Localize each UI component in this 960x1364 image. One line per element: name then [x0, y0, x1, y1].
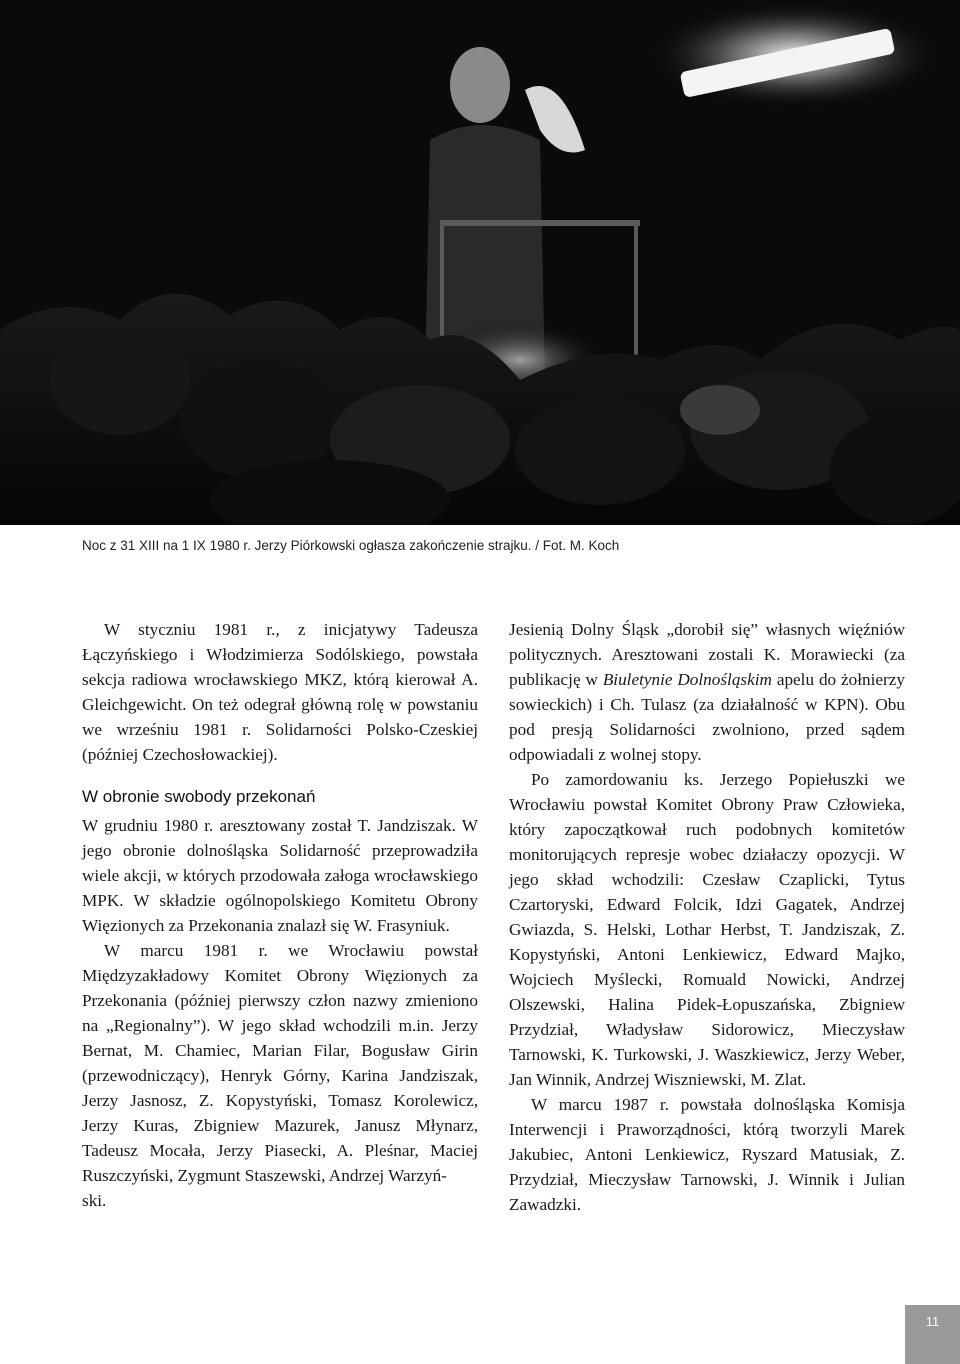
photo-caption: Noc z 31 XIII na 1 IX 1980 r. Jerzy Piórkowski ogłasza zakończenie strajku. / Fot. M. Koch	[82, 538, 620, 553]
paragraph-tail: ski.	[82, 1191, 107, 1210]
paragraph: W grudniu 1980 r. aresztowany został T. Jandziszak. W jego obronie dolnośląska Solidarność przeprowadziła wiele akcji, w których przodowała załoga wrocławskiego MPK. W składzie ogólnopolskiego Komitetu Obrony Więzionych za Przekonania znalazł się W. Frasyniuk.	[82, 816, 478, 935]
text-run: apelu do żołnierzy sowieckich) i Ch. Tulasz (za działalność w KPN). Obu pod presją Solidarności zwolniono, przed sądem odpowiadali z wolnej stopy.	[509, 670, 905, 764]
publication-title: Biuletynie Dolnośląskim	[602, 670, 772, 689]
section-heading: W obronie swobody przekonań	[82, 787, 316, 806]
photo-illustration	[0, 0, 960, 525]
strike-photo	[0, 0, 960, 525]
left-column	[82, 617, 478, 1213]
right-column	[509, 617, 905, 1217]
text-run: Jesienią Dolny Śląsk „dorobił się” własnych więźniów politycznych. Aresztowani zostali K. Morawiecki (za publikację w	[509, 620, 905, 689]
paragraph: W marcu 1981 r. we Wrocławiu powstał Międzyzakładowy Komitet Obrony Więzionych za Przekonania (później pierwszy człon nazwy zmieniono na „Regionalny”). W jego skład wchodzili m.in. Jerzy Bernat, M. Chamiec, Marian Filar, Bogusław Girin (przewodniczący), Henryk Górny, Karina Jandziszak, Jerzy Jasnosz, Z. Kopystyński, Tomasz Korolewicz, Jerzy Kuras, Zbigniew Mazurek, Janusz Młynarz, Tadeusz Mocała, Jerzy Piasecki, A. Pleśnar, Maciej Ruszczyński, Zygmunt Staszewski, Andrzej Warzyń-	[82, 941, 478, 1185]
paragraph: W styczniu 1981 r., z inicjatywy Tadeusza Łączyńskiego i Włodzimierza Sodólskiego, powstała sekcja radiowa wrocławskiego MKZ, którą kierował A. Gleichgewicht. On też odegrał główną rolę w powstaniu we wrześniu 1981 r. Solidarności Polsko-Czeskiej (później Czechosłowackiej).	[82, 620, 478, 764]
paragraph: Po zamordowaniu ks. Jerzego Popiełuszki we Wrocławiu powstał Komitet Obrony Praw Człowieka, który zapoczątkował ruch podobnych komitetów monitorujących represje wobec działaczy opozycji. W jego skład wchodzili: Czesław Czaplicki, Tytus Czartoryski, Edward Folcik, Idzi Gagatek, Andrzej Gwiazda, S. Helski, Lothar Herbst, T. Jandziszak, Z. Kopystyński, Antoni Lenkiewicz, Edward Majko, Wojciech Myślecki, Romuald Nowicki, Andrzej Olszewski, Halina Pidek-Łopuszańska, Zbigniew Przydział, Władysław Sidorowicz, Mieczysław Tarnowski, K. Turkowski, J. Waszkiewicz, Jerzy Weber, Jan Winnik, Andrzej Wiszniewski, M. Zlat.	[509, 770, 905, 1089]
page-number: 11	[905, 1305, 960, 1364]
paragraph	[509, 617, 905, 767]
paragraph: W marcu 1987 r. powstała dolnośląska Komisja Interwencji i Praworządności, którą tworzyli Marek Jakubiec, Antoni Lenkiewicz, Ryszard Matusiak, Z. Przydział, Mieczysław Tarnowski, J. Winnik i Julian Zawadzki.	[509, 1095, 905, 1214]
